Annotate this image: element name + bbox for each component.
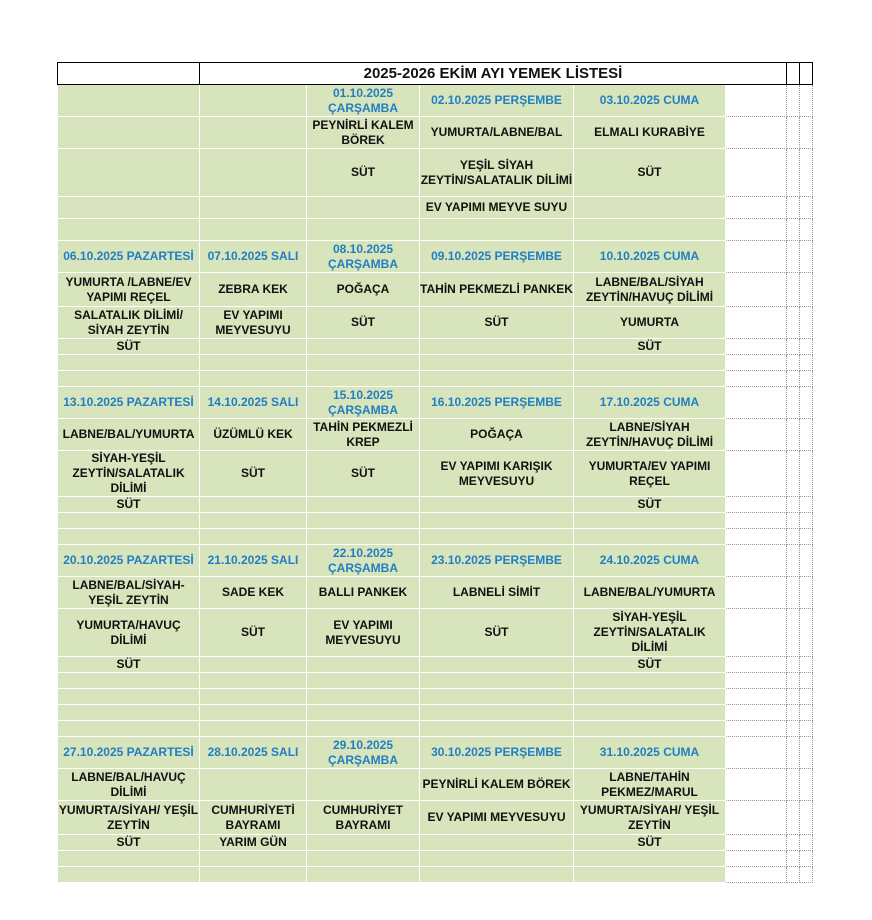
item-row [58, 451, 813, 497]
menu-item: EV YAPIMI MEYVESUYU [420, 801, 574, 835]
menu-item: SÜT [58, 497, 200, 513]
menu-item: SÜT [420, 609, 574, 657]
menu-item: PEYNİRLİ KALEM BÖREK [420, 769, 574, 801]
menu-item [58, 117, 200, 149]
item-row [58, 609, 813, 657]
spacer-row [58, 689, 813, 705]
item-row [58, 769, 813, 801]
day-date: 09.10.2025 PERŞEMBE [420, 241, 574, 273]
menu-item: SÜT [58, 339, 200, 355]
menu-item: SÜT [200, 451, 307, 497]
menu-item [200, 497, 307, 513]
item-row [58, 657, 813, 673]
menu-item: LABNE/BAL/HAVUÇ DİLİMİ [58, 769, 200, 801]
menu-item: SİYAH-YEŞİL ZEYTİN/SALATALIK DİLİMİ [574, 609, 726, 657]
menu-item [200, 769, 307, 801]
menu-item [574, 197, 726, 219]
menu-item: YUMURTA /LABNE/EV YAPIMI REÇEL [58, 273, 200, 307]
menu-item: CUMHURİYET BAYRAMI [307, 801, 420, 835]
day-date: 16.10.2025 PERŞEMBE [420, 387, 574, 419]
day-date: 07.10.2025 SALI [200, 241, 307, 273]
item-row [58, 801, 813, 835]
spacer-row [58, 867, 813, 883]
menu-item: SÜT [58, 835, 200, 851]
item-row [58, 197, 813, 219]
menu-item: SÜT [574, 835, 726, 851]
item-row [58, 577, 813, 609]
menu-item: LABNE/BAL/YUMURTA [574, 577, 726, 609]
menu-item: YUMURTA/SİYAH/ YEŞİL ZEYTİN [574, 801, 726, 835]
date-row [58, 387, 813, 419]
menu-item: SİYAH-YEŞİL ZEYTİN/SALATALIK DİLİMİ [58, 451, 200, 497]
menu-item: ZEBRA KEK [200, 273, 307, 307]
menu-item: SÜT [307, 451, 420, 497]
menu-item: YUMURTA/LABNE/BAL [420, 117, 574, 149]
item-row [58, 419, 813, 451]
menu-item: YUMURTA/HAVUÇ DİLİMİ [58, 609, 200, 657]
item-row [58, 307, 813, 339]
page-title: 2025-2026 EKİM AYI YEMEK LİSTESİ [200, 63, 787, 85]
day-date: 13.10.2025 PAZARTESİ [58, 387, 200, 419]
day-date: 23.10.2025 PERŞEMBE [420, 545, 574, 577]
item-row [58, 273, 813, 307]
date-row [58, 737, 813, 769]
menu-item: SÜT [420, 307, 574, 339]
menu-item [200, 339, 307, 355]
menu-item [307, 197, 420, 219]
menu-item [200, 197, 307, 219]
menu-item: ÜZÜMLÜ KEK [200, 419, 307, 451]
menu-item: SÜT [58, 657, 200, 673]
menu-item: YEŞİL SİYAH ZEYTİN/SALATALIK DİLİMİ [420, 149, 574, 197]
day-date: 20.10.2025 PAZARTESİ [58, 545, 200, 577]
day-date: 14.10.2025 SALI [200, 387, 307, 419]
menu-item: SADE KEK [200, 577, 307, 609]
menu-item: BALLI PANKEK [307, 577, 420, 609]
menu-item: TAHİN PEKMEZLİ PANKEK [420, 273, 574, 307]
spacer-row [58, 219, 813, 241]
day-date: 17.10.2025 CUMA [574, 387, 726, 419]
menu-item: LABNE/TAHİN PEKMEZ/MARUL [574, 769, 726, 801]
menu-item: YUMURTA/SİYAH/ YEŞİL ZEYTİN [58, 801, 200, 835]
menu-item: POĞAÇA [420, 419, 574, 451]
menu-item [307, 769, 420, 801]
date-row [58, 545, 813, 577]
day-date: 24.10.2025 CUMA [574, 545, 726, 577]
spacer-row [58, 355, 813, 371]
menu-item [200, 657, 307, 673]
menu-item [200, 149, 307, 197]
menu-item: CUMHURİYETİ BAYRAMI [200, 801, 307, 835]
spacer-row [58, 721, 813, 737]
day-date: 03.10.2025 CUMA [574, 85, 726, 117]
day-date: 27.10.2025 PAZARTESİ [58, 737, 200, 769]
menu-item: TAHİN PEKMEZLİ KREP [307, 419, 420, 451]
day-date: 15.10.2025 ÇARŞAMBA [307, 387, 420, 419]
menu-item: SÜT [307, 149, 420, 197]
day-date [58, 85, 200, 117]
spacer-row [58, 673, 813, 689]
day-date: 21.10.2025 SALI [200, 545, 307, 577]
item-row [58, 117, 813, 149]
spacer-row [58, 705, 813, 721]
menu-item [307, 339, 420, 355]
menu-table [57, 62, 813, 883]
day-date: 02.10.2025 PERŞEMBE [420, 85, 574, 117]
day-date: 29.10.2025 ÇARŞAMBA [307, 737, 420, 769]
menu-item [420, 657, 574, 673]
day-date: 28.10.2025 SALI [200, 737, 307, 769]
menu-item: LABNE/BAL/SİYAH ZEYTİN/HAVUÇ DİLİMİ [574, 273, 726, 307]
item-row [58, 149, 813, 197]
menu-item [420, 835, 574, 851]
day-date: 01.10.2025 ÇARŞAMBA [307, 85, 420, 117]
menu-item [307, 835, 420, 851]
menu-item: SALATALIK DİLİMİ/ SİYAH ZEYTİN [58, 307, 200, 339]
menu-item [58, 149, 200, 197]
spacer-row [58, 513, 813, 529]
menu-item [200, 117, 307, 149]
menu-item: PEYNİRLİ KALEM BÖREK [307, 117, 420, 149]
day-date: 30.10.2025 PERŞEMBE [420, 737, 574, 769]
date-row [58, 241, 813, 273]
menu-item: LABNELİ SİMİT [420, 577, 574, 609]
menu-item: SÜT [574, 149, 726, 197]
day-date: 08.10.2025 ÇARŞAMBA [307, 241, 420, 273]
menu-item: SÜT [574, 497, 726, 513]
day-date [200, 85, 307, 117]
menu-item [307, 497, 420, 513]
menu-item: POĞAÇA [307, 273, 420, 307]
item-row [58, 835, 813, 851]
menu-item: SÜT [307, 307, 420, 339]
menu-item: EV YAPIMI MEYVESUYU [307, 609, 420, 657]
menu-item [307, 657, 420, 673]
menu-item: ELMALI KURABİYE [574, 117, 726, 149]
menu-item: YUMURTA [574, 307, 726, 339]
item-row [58, 339, 813, 355]
menu-item: SÜT [574, 339, 726, 355]
day-date: 06.10.2025 PAZARTESİ [58, 241, 200, 273]
spacer-row [58, 851, 813, 867]
day-date: 22.10.2025 ÇARŞAMBA [307, 545, 420, 577]
menu-item: YUMURTA/EV YAPIMI REÇEL [574, 451, 726, 497]
item-row [58, 497, 813, 513]
day-date: 10.10.2025 CUMA [574, 241, 726, 273]
menu-item: EV YAPIMI KARIŞIK MEYVESUYU [420, 451, 574, 497]
menu-item: LABNE/BAL/SİYAH-YEŞİL ZEYTİN [58, 577, 200, 609]
menu-item: EV YAPIMI MEYVESUYU [200, 307, 307, 339]
title-blank-cell [58, 63, 200, 85]
menu-item [420, 339, 574, 355]
spacer-row [58, 529, 813, 545]
day-date: 31.10.2025 CUMA [574, 737, 726, 769]
spacer-row [58, 371, 813, 387]
menu-item: LABNE/SİYAH ZEYTİN/HAVUÇ DİLİMİ [574, 419, 726, 451]
menu-item [420, 497, 574, 513]
date-row [58, 85, 813, 117]
menu-item [58, 197, 200, 219]
menu-item: YARIM GÜN [200, 835, 307, 851]
menu-item: LABNE/BAL/YUMURTA [58, 419, 200, 451]
menu-item: SÜT [574, 657, 726, 673]
menu-item: SÜT [200, 609, 307, 657]
menu-item: EV YAPIMI MEYVE SUYU [420, 197, 574, 219]
